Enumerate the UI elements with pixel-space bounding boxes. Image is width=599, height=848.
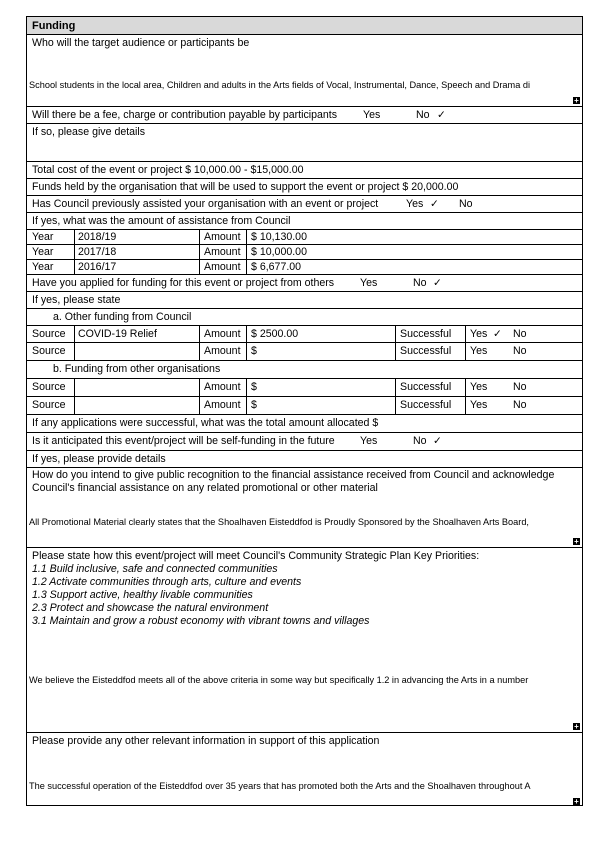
amount-label: Amount (204, 246, 241, 258)
applied-others-yes-option[interactable]: Yes (360, 277, 378, 289)
year-label: Year (32, 261, 54, 273)
section-header (27, 17, 582, 35)
amount-value[interactable]: $ 6,677.00 (251, 261, 302, 273)
other-info-question: Please provide any other relevant information in support of this application (32, 735, 380, 747)
self-funding-yes-option[interactable]: Yes (360, 435, 378, 447)
amount-value[interactable]: $ (251, 399, 257, 411)
fee-details-row[interactable] (27, 124, 582, 162)
successful-label: Successful (400, 381, 452, 393)
source-label: Source (32, 399, 66, 411)
other-funding-subheading: b. Funding from other organisations (53, 363, 221, 375)
successful-label: Successful (400, 345, 452, 357)
please-state-row (27, 292, 582, 309)
amount-label: Amount (204, 345, 241, 357)
self-funding-no-option[interactable]: No (413, 435, 427, 447)
amount-label: Amount (204, 381, 241, 393)
target-audience-question: Who will the target audience or participants be (32, 37, 250, 49)
council-previous-yes-option[interactable]: Yes (406, 198, 424, 210)
priority-item: 1.3 Support active, healthy livable communities (32, 589, 253, 601)
amount-label: Amount (204, 231, 241, 243)
successful-no-option[interactable]: No (513, 328, 527, 340)
provide-details-question: If yes, please provide details (32, 453, 166, 465)
funds-held-row (27, 179, 582, 196)
successful-no-option[interactable]: No (513, 381, 527, 393)
successful-no-option[interactable]: No (513, 345, 527, 357)
applied-others-question: Have you applied for funding for this event or project from others (32, 277, 335, 289)
applied-others-no-check-icon: ✓ (433, 277, 442, 289)
priority-item: 1.1 Build inclusive, safe and connected communities (32, 563, 278, 575)
expand-icon[interactable]: + (574, 797, 579, 806)
amount-value[interactable]: $ 2500.00 (251, 328, 299, 340)
assistance-year-row (27, 260, 582, 275)
council-previous-no-option[interactable]: No (459, 198, 473, 210)
other-info-answer[interactable]: The successful operation of the Eisteddfod over 35 years that has promoted both the Arts and the Shoalhaven throughout A (29, 781, 531, 791)
source-label: Source (32, 345, 66, 357)
expand-icon[interactable]: + (574, 96, 579, 105)
amount-label: Amount (204, 399, 241, 411)
recognition-row[interactable] (27, 468, 582, 548)
target-audience-row[interactable] (27, 35, 582, 107)
total-cost-text: Total cost of the event or project $ 10,000.00 - $15,000.00 (32, 164, 304, 176)
strategic-plan-row[interactable] (27, 548, 582, 733)
council-previous-row (27, 196, 582, 213)
year-value[interactable]: 2018/19 (78, 231, 117, 243)
successful-yes-check-icon: ✓ (493, 328, 502, 340)
successful-yes-option[interactable]: Yes (470, 399, 488, 411)
year-value[interactable]: 2017/18 (78, 246, 117, 258)
assistance-amount-question: If yes, what was the amount of assistance from Council (32, 215, 291, 227)
fee-no-option[interactable]: No (416, 109, 430, 121)
source-label: Source (32, 328, 66, 340)
amount-label: Amount (204, 328, 241, 340)
other-funding-row (27, 397, 582, 415)
priority-item: 3.1 Maintain and grow a robust economy with vibrant towns and villages (32, 615, 370, 627)
provide-details-row (27, 451, 582, 468)
successful-yes-option[interactable]: Yes (470, 345, 488, 357)
amount-value[interactable]: $ 10,000.00 (251, 246, 307, 258)
council-funding-row (27, 343, 582, 361)
assistance-year-row (27, 230, 582, 245)
year-label: Year (32, 231, 54, 243)
applied-others-no-option[interactable]: No (413, 277, 427, 289)
successful-yes-option[interactable]: Yes (470, 328, 488, 340)
year-value[interactable]: 2016/17 (78, 261, 117, 273)
please-state-text: If yes, please state (32, 294, 121, 306)
council-previous-question: Has Council previously assisted your organisation with an event or project (32, 198, 379, 210)
funds-held-text: Funds held by the organisation that will be used to support the event or project $ 20,000.00 (32, 181, 459, 193)
fee-yes-option[interactable]: Yes (363, 109, 381, 121)
council-funding-subheading-row (27, 309, 582, 326)
other-funding-subheading-row (27, 361, 582, 379)
strategic-plan-question: Please state how this event/project will meet Council's Community Strategic Plan Key Priorities: (32, 550, 480, 562)
amount-label: Amount (204, 261, 241, 273)
amount-value[interactable]: $ (251, 345, 257, 357)
priority-item: 2.3 Protect and showcase the natural environment (32, 602, 269, 614)
priority-item: 1.2 Activate communities through arts, culture and events (32, 576, 302, 588)
assistance-amount-row (27, 213, 582, 230)
successful-label: Successful (400, 399, 452, 411)
successful-no-option[interactable]: No (513, 399, 527, 411)
target-audience-answer[interactable]: School students in the local area, Children and adults in the Arts fields of Vocal, Instrumental, Dance, Speech and Drama di (29, 80, 531, 90)
amount-value[interactable]: $ (251, 381, 257, 393)
year-label: Year (32, 246, 54, 258)
fee-question: Will there be a fee, charge or contribution payable by participants (32, 109, 338, 121)
fee-row (27, 107, 582, 124)
source-value[interactable]: COVID-19 Relief (78, 328, 157, 340)
self-funding-question: Is it anticipated this event/project will be self-funding in the future (32, 435, 335, 447)
total-cost-row (27, 162, 582, 179)
recognition-question: How do you intend to give public recognition to the financial assistance received from Council and acknowledge Council's financial assistance on any related promotional or other material (32, 469, 555, 494)
successful-label: Successful (400, 328, 452, 340)
other-funding-row (27, 379, 582, 397)
expand-icon[interactable]: + (574, 722, 579, 731)
recognition-answer[interactable]: All Promotional Material clearly states that the Shoalhaven Eisteddfod is Proudly Sponsored by the Shoalhaven Arts Board, (29, 517, 529, 527)
total-allocated-question: If any applications were successful, what was the total amount allocated $ (32, 417, 379, 429)
fee-no-check-icon: ✓ (437, 109, 446, 121)
successful-yes-option[interactable]: Yes (470, 381, 488, 393)
council-funding-subheading: a. Other funding from Council (53, 311, 192, 323)
applied-others-row (27, 275, 582, 292)
fee-details-question: If so, please give details (32, 126, 146, 138)
self-funding-no-check-icon: ✓ (433, 435, 442, 447)
council-funding-row (27, 326, 582, 343)
strategic-plan-answer[interactable]: We believe the Eisteddfod meets all of the above criteria in some way but specifically 1.2 in advancing the Arts in a number (29, 675, 529, 685)
self-funding-row (27, 433, 582, 451)
assistance-year-row (27, 245, 582, 260)
council-previous-yes-check-icon: ✓ (430, 198, 439, 210)
section-title: Funding (32, 20, 76, 32)
expand-icon[interactable]: + (574, 537, 579, 546)
funding-form (26, 16, 583, 806)
amount-value[interactable]: $ 10,130.00 (251, 231, 307, 243)
source-label: Source (32, 381, 66, 393)
total-allocated-row (27, 415, 582, 433)
other-info-row[interactable] (27, 733, 582, 807)
